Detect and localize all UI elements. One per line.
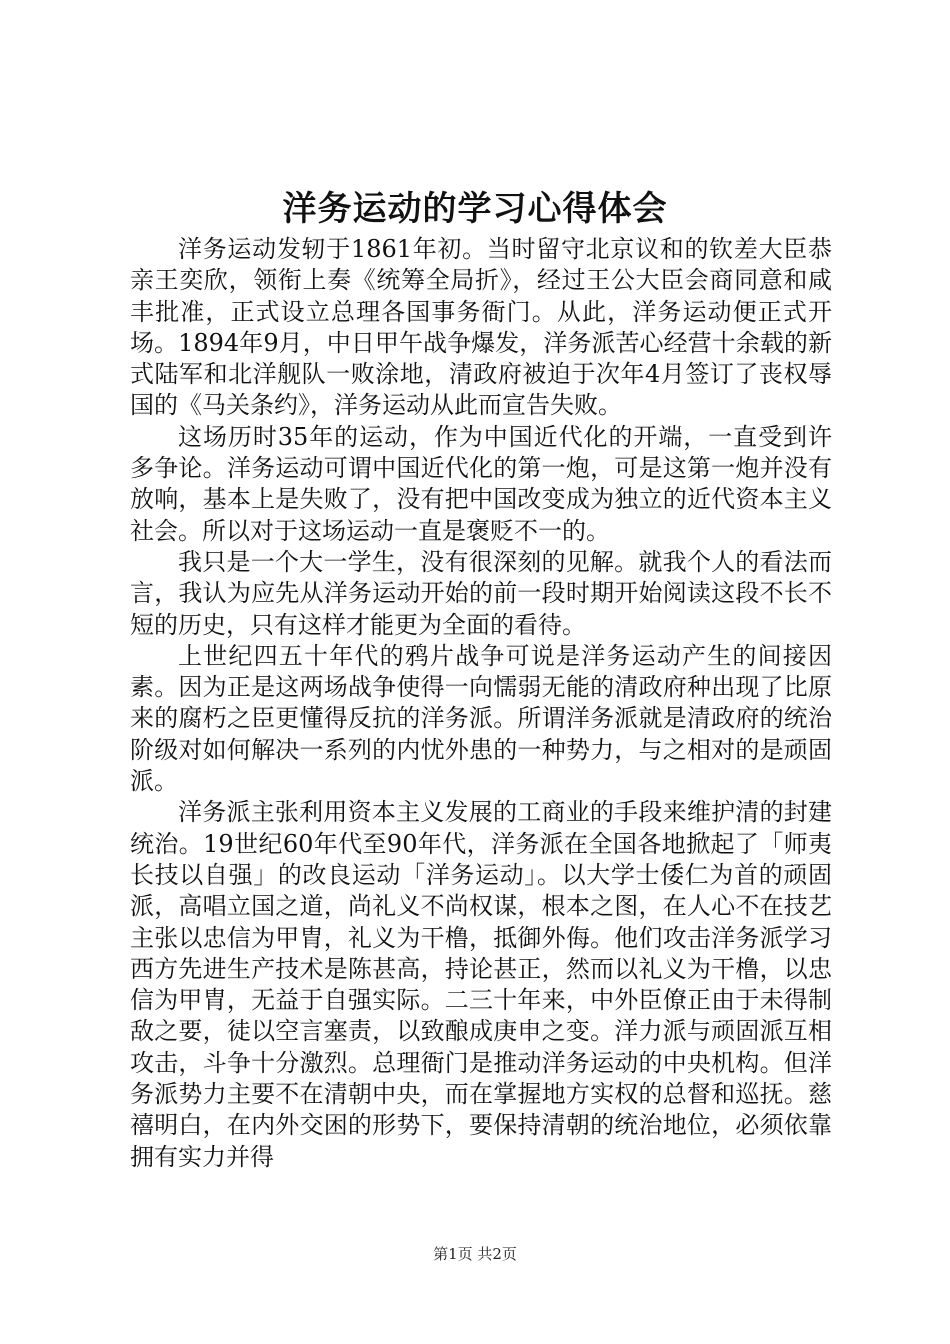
paragraph-4: 上世纪四五十年代的鸦片战争可说是洋务运动产生的间接因素。因为正是这两场战争使得一向懦弱无能的清政府种出现了比原来的腐朽之臣更懂得反抗的洋务派。所谓洋务派就是清政府的统治阶级对如何解决一系列的内忧外患的一种势力，与之相对的是顽固派。 — [130, 641, 832, 796]
document-body — [130, 234, 832, 1173]
paragraph-3: 我只是一个大一学生，没有很深刻的见解。就我个人的看法而言，我认为应先从洋务运动开始的前一段时期开始阅读这段不长不短的历史，只有这样才能更为全面的看待。 — [130, 547, 832, 639]
paragraph-2: 这场历时35年的运动，作为中国近代化的开端，一直受到许多争论。洋务运动可谓中国近代化的第一炮，可是这第一炮并没有放响，基本上是失败了，没有把中国改变成为独立的近代资本主义社会。所以对于这场运动一直是褒贬不一的。 — [130, 422, 832, 545]
document-title: 洋务运动的学习心得体会 — [282, 189, 668, 229]
paragraph-5: 洋务派主张利用资本主义发展的工商业的手段来维护清的封建统治。19世纪60年代至90年代，洋务派在全国各地掀起了「师夷长技以自强」的改良运动「洋务运动」。以大学士倭仁为首的顽固派，高唱立国之道，尚礼义不尚权谋，根本之图，在人心不在技艺主张以忠信为甲胄，礼义为干橹，抵御外侮。他们攻击洋务派学习西方先进生产技术是陈甚高，持论甚正，然而以礼义为干橹，以忠信为甲胄，无益于自强实际。二三十年来，中外臣僚正由于未得制敌之要，徒以空言塞责，以致酿成庚申之变。洋力派与顽固派互相攻击，斗争十分激烈。总理衙门是推动洋务运动的中央机构。但洋务派势力主要不在清朝中央，而在掌握地方实权的总督和巡抚。慈禧明白，在内外交困的形势下，要保持清朝的统治地位，必须依靠拥有实力并得 — [130, 798, 832, 1171]
page-footer: 第1页 共2页 — [433, 1245, 517, 1263]
paragraph-1: 洋务运动发轫于1861年初。当时留守北京议和的钦差大臣恭亲王奕欣，领衔上奏《统筹全局折》，经过王公大臣会商同意和咸丰批准，正式设立总理各国事务衙门。从此，洋务运动便正式开场。1894年9月，中日甲午战争爆发，洋务派苦心经营十余载的新式陆军和北洋舰队一败涂地，清政府被迫于次年4月签订了丧权辱国的《马关条约》，洋务运动从此而宣告失败。 — [130, 235, 832, 420]
